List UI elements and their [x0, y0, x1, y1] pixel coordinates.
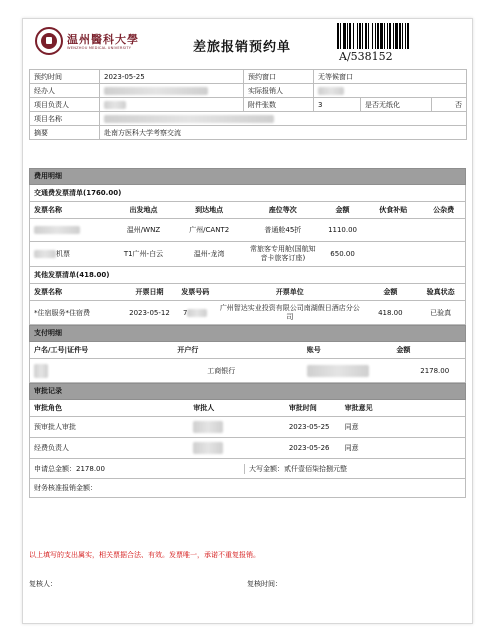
payment-table-header — [29, 342, 466, 359]
summary-value: 赴南方医科大学考察交流 — [100, 126, 467, 140]
approver-redacted — [189, 442, 285, 454]
payment-amount: 2178.00 — [420, 366, 450, 375]
col-meal-allowance: 伙食补贴 — [379, 206, 408, 214]
reviewer-label: 复核人： — [29, 580, 57, 588]
logo-chinese-name: 温州醫科大學 — [67, 32, 139, 46]
details-area — [29, 168, 466, 498]
finance-approved-row — [29, 479, 466, 498]
info-row-summary — [30, 126, 467, 140]
other-invoice-number — [175, 309, 215, 317]
col-issue-date: 开票日期 — [135, 288, 164, 296]
barcode-icon — [336, 23, 428, 49]
col-verify-status: 验真状态 — [426, 288, 455, 296]
university-logo — [35, 27, 139, 55]
commitment-notice: 以上填写的支出属实，相关票据合法、有效。发票唯一，承诺不重复报销。 — [29, 551, 260, 559]
approval-table-header — [29, 400, 466, 417]
paperless-label: 是否无纸化 — [361, 98, 432, 112]
transport-arrival: 广州/CANT2 — [189, 226, 230, 234]
transport-invoice-title: 交通费发票清单(1760.00) — [29, 185, 466, 202]
col-account-name: 户名/工号|证件号 — [34, 346, 89, 354]
total-amount-cn-value: 贰仟壹佰柒拾捌元整 — [284, 464, 348, 473]
logo-english-name: WENZHOU MEDICAL UNIVERSITY — [67, 45, 132, 50]
total-amount — [30, 464, 245, 474]
booking-time-value: 2023-05-25 — [100, 70, 244, 84]
approval-row — [29, 417, 466, 438]
col-other-amount: 金额 — [383, 288, 398, 296]
attachments-label: 附件张数 — [244, 98, 314, 112]
transport-seat: 常旅客专用舱(国航知音卡旅客订座) — [249, 245, 316, 262]
project-lead-label: 项目负责人 — [30, 98, 100, 112]
payment-bank: 工商银行 — [207, 366, 236, 375]
transport-seat: 普通舱45折 — [264, 226, 302, 234]
transport-amount: 1110.00 — [328, 226, 358, 234]
approval-opinion: 同意 — [344, 423, 359, 431]
payment-row — [29, 359, 466, 383]
col-approval-role: 审批角色 — [34, 404, 62, 412]
info-table — [29, 69, 466, 140]
transport-row — [29, 219, 466, 242]
summary-label: 摘要 — [30, 126, 100, 140]
other-invoice-number-text: 7 — [183, 308, 188, 317]
attachments-value: 3 — [314, 98, 361, 112]
finance-approved-label: 财务核准报销金额： — [34, 484, 97, 492]
payment-section-header: 支付明细 — [29, 325, 466, 342]
other-issue-date: 2023-05-12 — [129, 308, 170, 317]
actual-reimburser-value-redacted — [314, 84, 467, 98]
approval-section-header: 审批记录 — [29, 383, 466, 400]
paperless-value: 否 — [432, 98, 467, 112]
col-other-invoice-name: 发票名称 — [34, 288, 62, 296]
payment-account-name-redacted — [30, 364, 173, 378]
handler-value-redacted — [100, 84, 244, 98]
approval-time: 2023-05-26 — [288, 444, 330, 452]
booking-window-label: 预约窗口 — [244, 70, 314, 84]
col-invoice-number: 发票号码 — [181, 288, 210, 296]
total-amount-value: 2178.00 — [76, 464, 105, 473]
handler-label: 经办人 — [30, 84, 100, 98]
info-row-booking — [30, 70, 467, 84]
review-time-label: 复核时间： — [247, 580, 282, 588]
approval-opinion: 同意 — [344, 444, 359, 452]
info-row-project-lead — [30, 98, 467, 112]
approval-time: 2023-05-25 — [288, 423, 330, 431]
other-table-header — [29, 284, 466, 301]
transport-row — [29, 242, 466, 267]
booking-time-label: 预约时间 — [30, 70, 100, 84]
project-name-value-redacted — [100, 112, 467, 126]
col-amount: 金额 — [335, 206, 350, 214]
col-invoice-name: 发票名称 — [34, 206, 62, 214]
col-approval-opinion: 审批意见 — [344, 404, 373, 412]
transport-departure: 温州/WNZ — [126, 226, 161, 234]
col-account-number: 账号 — [306, 346, 321, 354]
form-title: 差旅报销预约单 — [193, 40, 292, 55]
actual-reimburser-label: 实际报销人 — [244, 84, 314, 98]
payment-account-number-redacted — [303, 365, 393, 377]
col-bank: 开户行 — [177, 346, 199, 354]
other-invoice-title: 其他发票清单(418.00) — [29, 267, 466, 284]
transport-amount: 650.00 — [330, 250, 355, 258]
total-amount-cn — [245, 464, 465, 474]
approver-redacted — [189, 421, 285, 433]
project-lead-value-redacted — [100, 98, 244, 112]
other-issuer: 广州智达实业投资有限公司南湖假日酒店分公司 — [219, 303, 360, 321]
col-arrival: 到达地点 — [195, 206, 224, 214]
total-amount-cn-label: 大写金额： — [249, 464, 285, 473]
approval-row — [29, 438, 466, 459]
approval-role: 预审批人审批 — [34, 423, 76, 431]
other-verify-status: 已验真 — [430, 308, 452, 317]
transport-invoice-name — [30, 249, 114, 259]
col-approval-time: 审批时间 — [288, 404, 317, 412]
reimbursement-form — [22, 18, 473, 624]
col-approver: 审批人 — [193, 404, 215, 412]
col-seat-class: 座位等次 — [268, 206, 297, 214]
col-payment-amount: 金额 — [396, 346, 411, 354]
approval-role: 经费负责人 — [34, 444, 69, 452]
other-invoice-row — [29, 301, 466, 325]
project-name-label: 项目名称 — [30, 112, 100, 126]
transport-departure: T1广州-白云 — [123, 250, 164, 258]
col-departure: 出发地点 — [129, 206, 158, 214]
info-row-handler — [30, 84, 467, 98]
col-misc-fee: 公杂费 — [433, 206, 455, 214]
info-row-project-name — [30, 112, 467, 126]
transport-arrival: 温州-龙湾 — [193, 250, 225, 258]
other-invoice-name: *住宿服务*住宿费 — [34, 308, 90, 317]
transport-invoice-name-redacted — [30, 226, 114, 234]
other-amount: 418.00 — [378, 308, 403, 317]
transport-invoice-name-text: 机票 — [56, 250, 70, 258]
barcode-number: A/538152 — [339, 50, 393, 63]
university-seal-icon — [35, 27, 63, 55]
total-amount-label: 申请总金额： — [34, 464, 76, 473]
total-amount-row — [29, 459, 466, 479]
transport-table-header — [29, 202, 466, 219]
col-issuer: 开票单位 — [275, 288, 304, 296]
form-header — [23, 19, 472, 69]
booking-window-value: 无等候窗口 — [314, 70, 467, 84]
expense-section-header: 费用明细 — [29, 168, 466, 185]
